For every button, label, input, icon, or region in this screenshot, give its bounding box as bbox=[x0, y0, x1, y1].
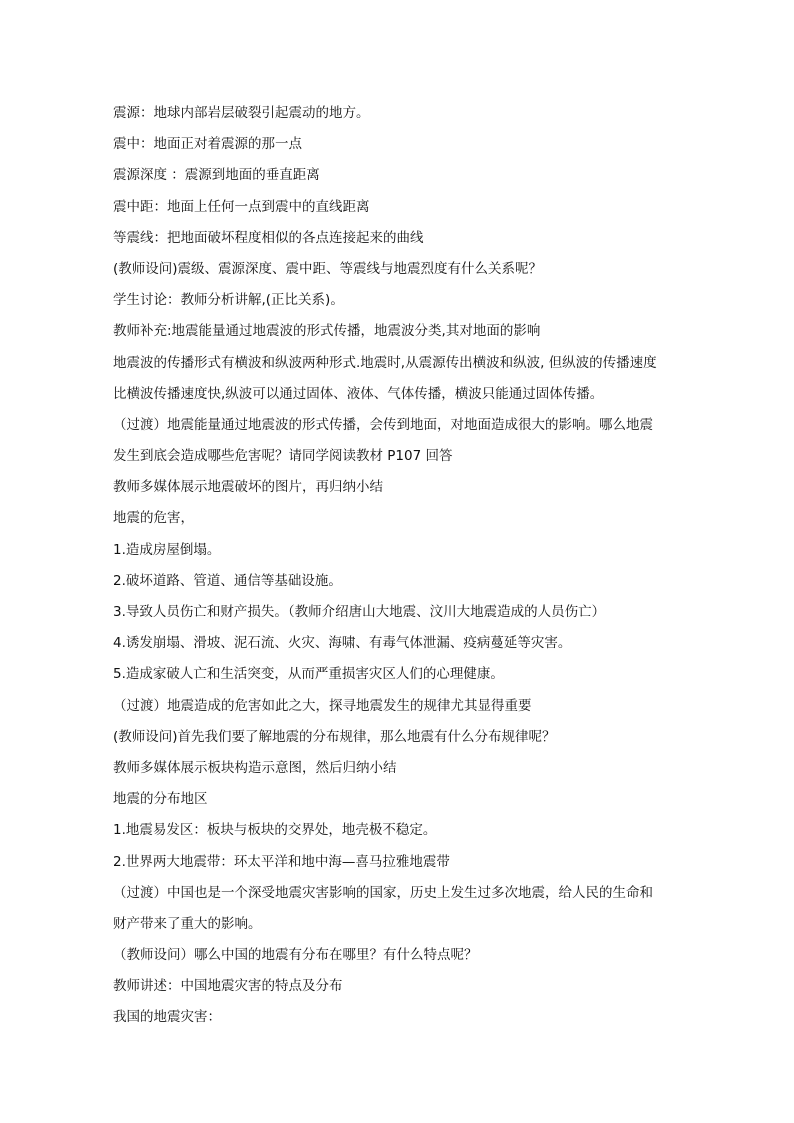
paragraph-line: 比横波传播速度快,纵波可以通过固体、液体、气体传播，横波只能通过固体传播。 bbox=[113, 385, 604, 402]
paragraph-line: 震源深度 ：震源到地面的垂直距离 bbox=[113, 167, 320, 184]
list-item: 1.造成房屋倒塌。 bbox=[113, 541, 221, 558]
paragraph-line: （过渡）地震造成的危害如此之大，探寻地震发生的规律尤其显得重要 bbox=[113, 697, 532, 714]
paragraph-line: (教师设问)首先我们要了解地震的分布规律，那么地震有什么分布规律呢？ bbox=[113, 728, 556, 745]
list-item: 2.世界两大地震带：环太平洋和地中海—喜马拉雅地震带 bbox=[113, 853, 450, 870]
list-item: 3.导致人员伤亡和财产损失。（教师介绍唐山大地震、汶川大地震造成的人员伤亡） bbox=[113, 604, 606, 620]
paragraph-line: 财产带来了重大的影响。 bbox=[113, 915, 262, 932]
list-item: 2.破坏道路、管道、通信等基础设施。 bbox=[113, 572, 342, 589]
paragraph-line: 地震波的传播形式有横波和纵波两种形式.地震时,从震源传出横波和纵波, 但纵波的传播速度 bbox=[113, 354, 657, 371]
list-item: 1.地震易发区：板块与板块的交界处，地壳极不稳定。 bbox=[113, 822, 437, 839]
paragraph-line: 教师多媒体展示板块构造示意图，然后归纳小结 bbox=[113, 759, 397, 776]
paragraph-line: 震源：地球内部岩层破裂引起震动的地方。 bbox=[113, 105, 370, 121]
document-body bbox=[113, 98, 693, 1034]
section-heading: 地震的分布地区 bbox=[113, 791, 208, 808]
paragraph-line: （过渡）中国也是一个深受地震灾害影响的国家，历史上发生过多次地震，给人民的生命和 bbox=[113, 884, 653, 901]
list-item: 5.造成家破人亡和生活突变，从而严重损害灾区人们的心理健康。 bbox=[113, 666, 504, 683]
section-heading: 我国的地震灾害： bbox=[113, 1009, 221, 1026]
paragraph-line: 教师补充:地震能量通过地震波的形式传播，地震波分类,其对地面的影响 bbox=[113, 323, 541, 340]
paragraph-line: 震中距：地面上任何一点到震中的直线距离 bbox=[113, 198, 370, 215]
section-heading: 地震的危害， bbox=[113, 510, 194, 527]
paragraph-line: 教师多媒体展示地震破坏的图片，再归纳小结 bbox=[113, 479, 383, 496]
paragraph-line: (教师设问)震级、震源深度、震中距、等震线与地震烈度有什么关系呢？ bbox=[113, 260, 543, 277]
paragraph-line: （教师设问）哪么中国的地震有分布在哪里？有什么特点呢？ bbox=[113, 947, 478, 964]
paragraph-line: 学生讨论：教师分析讲解,(正比关系)。 bbox=[113, 292, 344, 309]
paragraph-line: 等震线：把地面破坏程度相似的各点连接起来的曲线 bbox=[113, 229, 424, 246]
list-item: 4.诱发崩塌、滑坡、泥石流、火灾、海啸、有毒气体泄漏、疫病蔓延等灾害。 bbox=[113, 635, 572, 652]
paragraph-line: 教师讲述：中国地震灾害的特点及分布 bbox=[113, 978, 343, 995]
paragraph-line: （过渡）地震能量通过地震波的形式传播，会传到地面，对地面造成很大的影响。哪么地震 bbox=[113, 416, 653, 433]
paragraph-line: 震中：地面正对着震源的那一点 bbox=[113, 136, 302, 153]
paragraph-line: 发生到底会造成哪些危害呢？请同学阅读教材 P107 回答 bbox=[113, 448, 453, 465]
